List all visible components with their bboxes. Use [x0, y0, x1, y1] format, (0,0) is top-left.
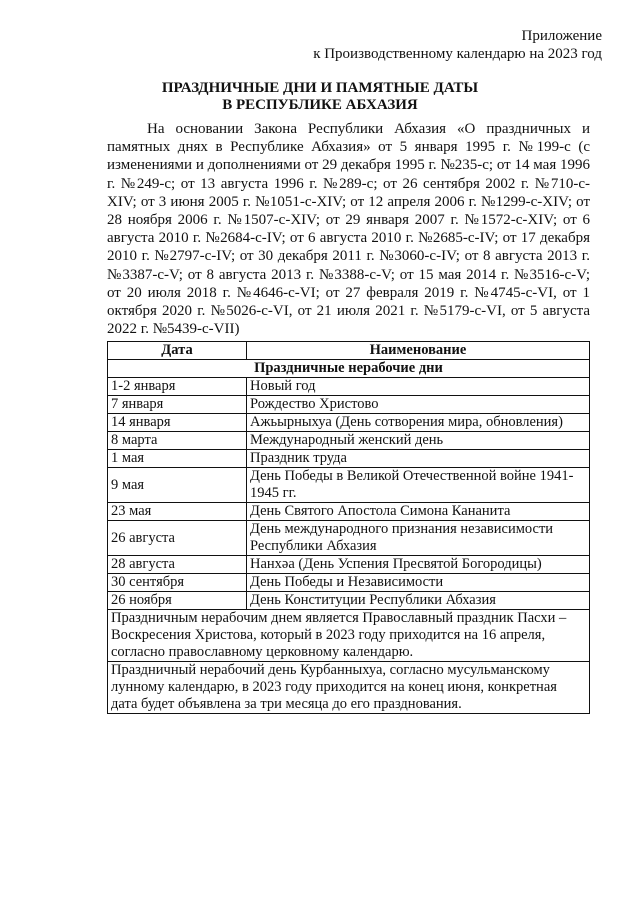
row-name: День Победы в Великой Отечественной войне 1941-1945 гг.: [247, 468, 590, 503]
note-row: [108, 662, 590, 714]
row-name: День Святого Апостола Симона Кананита: [247, 503, 590, 521]
title-line-2: В РЕСПУБЛИКЕ АБХАЗИЯ: [222, 97, 418, 113]
section-row: [108, 360, 590, 378]
table-row: [108, 468, 590, 503]
header-name: Наименование: [247, 342, 590, 360]
appendix-line-2: к Производственному календарю на 2023 год: [313, 46, 602, 62]
table-row: [108, 396, 590, 414]
table-row: [108, 556, 590, 574]
row-date: 8 марта: [108, 432, 247, 450]
table-row: [108, 574, 590, 592]
document-title: [60, 80, 580, 114]
row-date: 30 сентября: [108, 574, 247, 592]
row-date: 9 мая: [108, 468, 247, 503]
table-row: [108, 521, 590, 556]
row-date: 7 января: [108, 396, 247, 414]
kurban-note: Праздничный нерабочий день Курбанныхуа, согласно мусульманскому лунному календарю, в 2023 году приходится на конец июня, конкретная дата будет объявлена за три месяца до его празднования.: [108, 662, 590, 714]
row-date: 23 мая: [108, 503, 247, 521]
easter-note: Праздничным нерабочим днем является Православный праздник Пасхи – Воскресения Христова, который в 2023 году приходится на 16 апреля, согласно православному церковному календарю.: [108, 610, 590, 662]
row-date: 26 августа: [108, 521, 247, 556]
appendix-line-1: Приложение: [521, 28, 602, 44]
header-date: Дата: [108, 342, 247, 360]
row-date: 1-2 января: [108, 378, 247, 396]
table-header-row: [108, 342, 590, 360]
row-name: Нанхәа (День Успения Пресвятой Богородицы): [247, 556, 590, 574]
table-row: [108, 378, 590, 396]
holidays-table: [107, 341, 590, 714]
row-name: День Конституции Республики Абхазия: [247, 592, 590, 610]
intro-paragraph: На основании Закона Республики Абхазия «О праздничных и памятных днях в Республике Абхазия» от 5 января 1995 г. №199-с (с изменениями и дополнениями от 29 декабря 1995 г. №235-с; от 14 мая 1996 г. №249-с; от 13 августа 1996 г. №289-с; от 26 сентября 2002 г. №710-с-XIV; от 3 июня 2005 г. №1051-с-XIV; от 12 апреля 2006 г. №1299-с-XIV; от 28 ноября 2006 г. №1507-с-XIV; от 29 января 2007 г. №1572-с-XIV; от 6 августа 2010 г. №2684-с-IV; от 6 августа 2010 г. №2685-с-IV; от 17 декабря 2010 г. №2797-с-IV; от 30 декабря 2011 г. №3060-с-IV; от 8 августа 2013 г. №3387-с-V; от 8 августа 2013 г. №3388-с-V; от 15 мая 2014 г. №3516-с-V; от 20 июля 2018 г. №4646-с-VI; от 27 февраля 2019 г. №4745-с-VI, от 1 октября 2020 г. №5026-с-VI, от 21 июля 2021 г. №5179-с-VI, от 5 августа 2022 г. №5439-с-VII): [107, 121, 590, 338]
row-date: 14 января: [108, 414, 247, 432]
table-row: [108, 414, 590, 432]
row-name: Рождество Христово: [247, 396, 590, 414]
table-row: [108, 503, 590, 521]
row-name: Праздник труда: [247, 450, 590, 468]
table-row: [108, 450, 590, 468]
row-name: Ажьырныхуа (День сотворения мира, обновления): [247, 414, 590, 432]
row-date: 1 мая: [108, 450, 247, 468]
row-name: Международный женский день: [247, 432, 590, 450]
row-name: День Победы и Независимости: [247, 574, 590, 592]
section-title: Праздничные нерабочие дни: [108, 360, 590, 378]
table-row: [108, 432, 590, 450]
row-name: День международного признания независимости Республики Абхазия: [247, 521, 590, 556]
table-row: [108, 592, 590, 610]
appendix-header: [202, 27, 602, 63]
row-date: 28 августа: [108, 556, 247, 574]
note-row: [108, 610, 590, 662]
row-name: Новый год: [247, 378, 590, 396]
row-date: 26 ноября: [108, 592, 247, 610]
title-line-1: ПРАЗДНИЧНЫЕ ДНИ И ПАМЯТНЫЕ ДАТЫ: [161, 80, 479, 96]
